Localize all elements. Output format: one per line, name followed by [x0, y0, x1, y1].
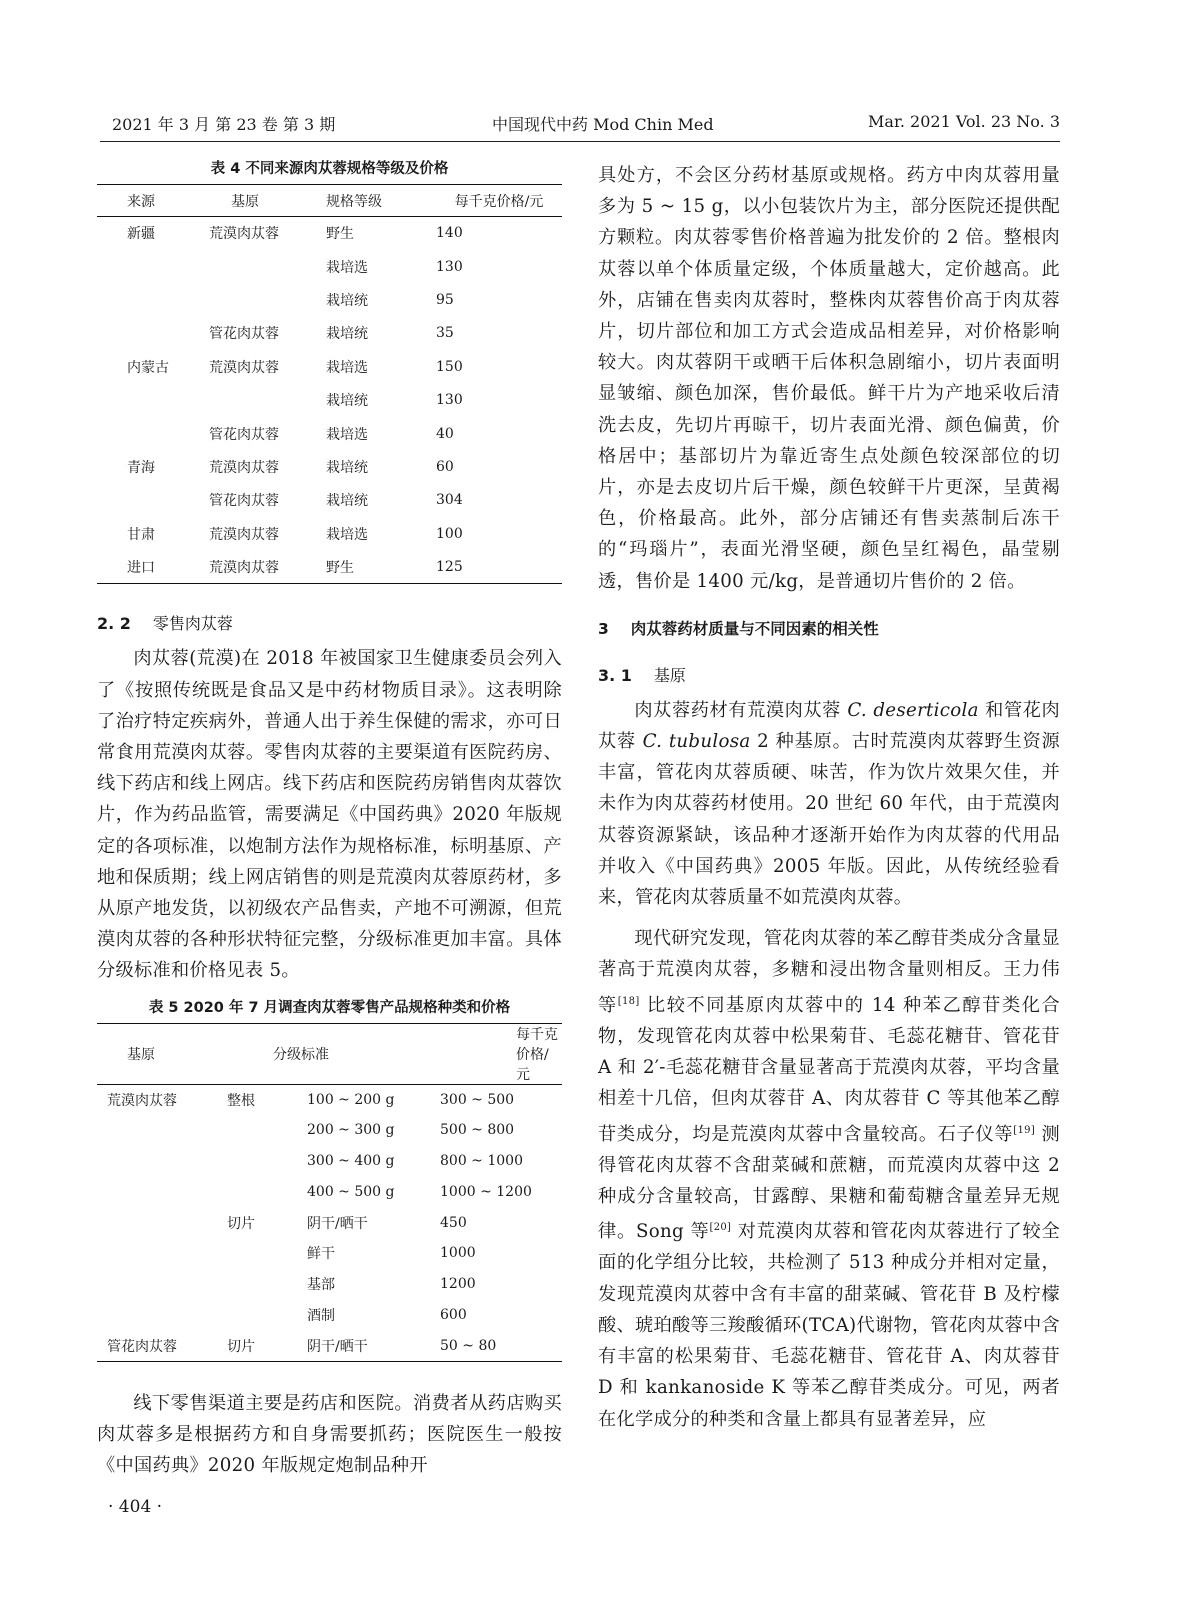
table-cell [97, 383, 209, 416]
table-cell: 荒漠肉苁蓉 [209, 526, 279, 543]
table-cell: 40 [436, 425, 454, 442]
table-cell: 100 [436, 525, 463, 542]
table-cell [209, 383, 326, 416]
table-cell: 100 ~ 200 g [307, 1091, 395, 1108]
running-header [100, 112, 1060, 138]
table-cell: 野生 [326, 226, 354, 243]
table-cell: 500 ~ 800 [440, 1122, 515, 1139]
table-cell [227, 1176, 307, 1207]
table-cell: 野生 [326, 550, 436, 583]
table-cell [97, 1207, 227, 1238]
citation: [19] [1013, 1124, 1036, 1136]
table-cell [209, 250, 326, 283]
table-cell [97, 417, 209, 450]
text-run: 对荒漠肉苁蓉和管花肉苁蓉进行了较全面的化学组分比较，共检测了 513 种成分并相对定量，发现荒漠肉苁蓉中含有丰富的甜菜碱、管花苷 B 及柠檬酸、琥珀酸等三羧酸循环(TCA)代谢物，管花肉苁蓉中含有丰富的松果菊苷、毛蕊花糖苷、管花苷 A、肉苁蓉苷 D 和 kankanoside K 等苯乙醇苷类成分。可见，两者在化学成分的种类和含量上都具有显著差异，应 [598, 1221, 1061, 1430]
column-header: 基原 [97, 1023, 227, 1084]
table-cell [97, 1176, 227, 1207]
table-cell [97, 1238, 227, 1269]
table-cell [227, 1146, 307, 1177]
header-rule [100, 141, 1060, 142]
table-cell: 1200 [440, 1276, 476, 1293]
section-3-1-heading [598, 661, 1060, 691]
table-cell: 130 [436, 258, 463, 275]
table-cell [97, 1146, 227, 1177]
table-row [97, 317, 562, 350]
species-name: C. deserticola [847, 699, 979, 721]
table4-header-row [97, 185, 562, 217]
table-row [97, 417, 562, 450]
table-row [97, 250, 562, 283]
table-cell: 管花肉苁蓉 [209, 493, 279, 510]
table-cell: 荒漠肉苁蓉 [209, 226, 279, 243]
table-cell: 300 ~ 500 [440, 1091, 515, 1108]
table-cell: 栽培统 [326, 292, 368, 309]
table-cell: 荒漠肉苁蓉 [209, 459, 279, 476]
table-row [97, 383, 562, 416]
table-cell: 150 [436, 358, 463, 375]
table-row [97, 283, 562, 316]
table-cell: 切片 [227, 1215, 255, 1232]
section-number: 3. 1 [598, 665, 632, 685]
table-cell [97, 250, 209, 283]
table-row [97, 484, 562, 517]
table-cell: 栽培统 [326, 393, 368, 410]
table-cell: 甘肃 [127, 526, 155, 543]
table-cell: 管花肉苁蓉 [97, 1330, 227, 1361]
text-run: 2 种基原。古时荒漠肉苁蓉野生资源丰富，管花肉苁蓉质硬、味苦，作为饮片效果欠佳，并未作为肉苁蓉药材使用。20 世纪 60 年代，由于荒漠肉苁蓉资源紧缺，该品种才逐渐开始作为肉苁蓉的代用品并收入《中国药典》2005 年版。因此，从传统经验看来，管花肉苁蓉质量不如荒漠肉苁蓉。 [598, 731, 1060, 909]
paragraph: 线下零售渠道主要是药店和医院。消费者从药店购买肉苁蓉多是根据药方和自身需要抓药；医院医生一般按《中国药典》2020 年版规定炮制品种开 [97, 1392, 562, 1477]
table-row [97, 217, 562, 250]
table-cell: 栽培选 [326, 526, 368, 543]
right-column [598, 152, 1060, 1435]
table-cell [227, 1269, 307, 1300]
table-cell: 35 [436, 325, 454, 342]
section-number: 3 [598, 619, 609, 638]
table-cell: 新疆 [127, 226, 155, 243]
text-run: 测得管花肉苁蓉不含甜菜碱和蔗糖，而荒漠肉苁蓉中这 2 种成分含量较高，甘露醇、果糖和葡萄糖含量差异无规律。Song 等 [598, 1123, 1060, 1243]
paragraph: 肉苁蓉(荒漠)在 2018 年被国家卫生健康委员会列入了《按照传统既是食品又是中药材物质目录》。这表明除了治疗特定疾病外，普通人出于养生保健的需求，亦可日常食用荒漠肉苁蓉。零售肉苁蓉的主要渠道有医院药房、线下药店和线上网店。线下药店和医院药房销售肉苁蓉饮片，作为药品监管，需要满足《中国药典》2020 年版规定的各项标准，以炮制方法作为规格标准，标明基原、产地和保质期；线上网店销售的则是荒漠肉苁蓉原药材，多从原产地发货，以初级农产品售卖，产地不可溯源，但荒漠肉苁蓉的各种形状特征完整，分级标准更加丰富。具体分级标准和价格见表 5。 [97, 648, 562, 982]
header-issue: 2021 年 3 月 第 23 卷 第 3 期 [112, 115, 336, 134]
table5-header-row [97, 1023, 562, 1084]
page-number: · 404 · [108, 1497, 163, 1517]
paragraph [598, 695, 1060, 913]
section-title: 肉苁蓉药材质量与不同因素的相关性 [630, 619, 879, 638]
table-cell [227, 1115, 307, 1146]
table-cell [97, 484, 209, 517]
species-name: C. tubulosa [642, 731, 751, 753]
text-run: 和管花肉苁蓉 [598, 699, 1060, 753]
table4-caption: 表 4 不同来源肉苁蓉规格等级及价格 [210, 161, 449, 177]
table-cell: 95 [436, 291, 454, 308]
table-cell [97, 283, 209, 316]
table-row [97, 1207, 562, 1238]
column-header: 每千克价格/元 [436, 185, 562, 217]
table-cell: 栽培选 [326, 259, 368, 276]
table-row [97, 450, 562, 483]
column-header: 基原 [209, 185, 326, 217]
table-cell: 130 [436, 392, 463, 409]
left-column [97, 152, 562, 1481]
text-run: 现代研究发现，管花肉苁蓉的苯乙醇苷类成分含量显著高于荒漠肉苁蓉，多糖和浸出物含量则相反。王力伟等 [598, 928, 1060, 1016]
table-row [97, 517, 562, 550]
table-cell [227, 1300, 307, 1331]
table-cell: 栽培选 [326, 359, 368, 376]
table-cell: 栽培统 [326, 493, 368, 510]
table-cell [97, 1269, 227, 1300]
table-row [97, 1146, 562, 1177]
table-cell [97, 1300, 227, 1331]
table-row [97, 1269, 562, 1300]
table-cell: 鲜干 [307, 1246, 335, 1263]
table-cell: 125 [436, 550, 562, 583]
header-journal: 中国现代中药 Mod Chin Med [492, 115, 714, 134]
table-cell: 50 ~ 80 [440, 1330, 562, 1361]
table-row [97, 1084, 562, 1115]
table-cell: 荒漠肉苁蓉 [209, 550, 326, 583]
table-cell: 140 [436, 225, 463, 242]
table-cell: 基部 [307, 1277, 335, 1294]
table-cell: 管花肉苁蓉 [209, 426, 279, 443]
table-cell: 200 ~ 300 g [307, 1122, 395, 1139]
table-cell: 管花肉苁蓉 [209, 326, 279, 343]
citation: [20] [709, 1222, 732, 1234]
table-cell: 阴干/晒干 [307, 1330, 440, 1361]
table-cell: 进口 [97, 550, 209, 583]
column-header: 规格等级 [326, 185, 436, 217]
table-cell: 300 ~ 400 g [307, 1153, 395, 1170]
section-number: 2. 2 [97, 614, 131, 634]
table-cell: 400 ~ 500 g [307, 1183, 395, 1200]
table-cell: 450 [440, 1214, 467, 1231]
table-cell [97, 1115, 227, 1146]
table-cell: 1000 ~ 1200 [440, 1183, 532, 1200]
table-cell [97, 317, 209, 350]
table-row [97, 1330, 562, 1361]
table-cell: 荒漠肉苁蓉 [107, 1092, 177, 1109]
column-header: 分级标准 [227, 1023, 440, 1084]
table-cell: 600 [440, 1307, 467, 1323]
table-cell: 60 [436, 458, 454, 475]
table-row [97, 350, 562, 383]
text-run: 肉苁蓉药材有荒漠肉苁蓉 [634, 699, 848, 721]
table-cell: 酒制 [307, 1308, 335, 1324]
table5-caption: 表 5 2020 年 7 月调查肉苁蓉零售产品规格种类和价格 [148, 999, 511, 1016]
column-header: 每千克价格/元 [440, 1023, 562, 1084]
table-cell [209, 283, 326, 316]
table-cell [227, 1238, 307, 1269]
table4 [97, 184, 562, 584]
table-row [97, 1238, 562, 1269]
table5 [97, 1023, 562, 1362]
table-cell: 荒漠肉苁蓉 [209, 359, 279, 376]
section-title: 零售肉苁蓉 [152, 614, 233, 634]
table-cell: 800 ~ 1000 [440, 1153, 523, 1170]
header-issue-en: Mar. 2021 Vol. 23 No. 3 [868, 112, 1060, 131]
table-cell: 切片 [227, 1330, 307, 1361]
table-cell: 栽培统 [326, 326, 368, 343]
paragraph [598, 923, 1060, 1434]
column-header: 来源 [97, 185, 209, 217]
table-cell: 栽培选 [326, 426, 368, 443]
section-title: 基原 [653, 665, 686, 685]
table-cell: 内蒙古 [127, 359, 169, 376]
table-cell: 304 [436, 492, 463, 509]
table-cell: 栽培统 [326, 459, 368, 476]
table-row [97, 1300, 562, 1331]
table-row [97, 1115, 562, 1146]
table-cell: 1000 [440, 1245, 476, 1262]
section-2-2-heading [97, 608, 562, 640]
table-cell: 整根 [227, 1092, 255, 1109]
paragraph-continued: 具处方，不会区分药材基原或规格。药方中肉苁蓉用量多为 5 ~ 15 g，以小包装饮片为主，部分医院还提供配方颗粒。肉苁蓉零售价格普遍为批发价的 2 倍。整根肉苁蓉以单个体质量定级，个体质量越大，定价越高。此外，店铺在售卖肉苁蓉时，整株肉苁蓉售价高于肉苁蓉片，切片部位和加工方式会造成品相差异，对价格影响较大。肉苁蓉阴干或晒干后体积急剧缩小，切片表面明显皱缩、颜色加深，售价最低。鲜干片为产地采收后清洗去皮，先切片再晾干，切片表面光滑、颜色偏黄，价格居中；基部切片为靠近寄生点处颜色较深部位的切片，亦是去皮切片后干燥，颜色较鲜干片更深，呈黄褐色，价格最高。此外，部分店铺还有售卖蒸制后冻干的“玛瑙片”，表面光滑坚硬，颜色呈红褐色，晶莹剔透，售价是 1400 元/kg，是普通切片售价的 2 倍。 [598, 165, 1060, 592]
table-row [97, 550, 562, 583]
text-run: 比较不同基原肉苁蓉中的 14 种苯乙醇苷类化合物，发现管花肉苁蓉中松果菊苷、毛蕊花糖苷、管花苷 A 和 2′-毛蕊花糖苷含量显著高于荒漠肉苁蓉，平均含量相差十几倍，但肉苁蓉苷 A、肉苁蓉苷 C 等其他苯乙醇苷类成分，均是荒漠肉苁蓉中含量较高。石子仪等 [598, 994, 1061, 1145]
table-row [97, 1176, 562, 1207]
citation: [18] [617, 995, 640, 1007]
table-cell: 阴干/晒干 [307, 1215, 368, 1232]
section-3-heading [598, 615, 1060, 643]
table-cell: 青海 [127, 459, 155, 476]
